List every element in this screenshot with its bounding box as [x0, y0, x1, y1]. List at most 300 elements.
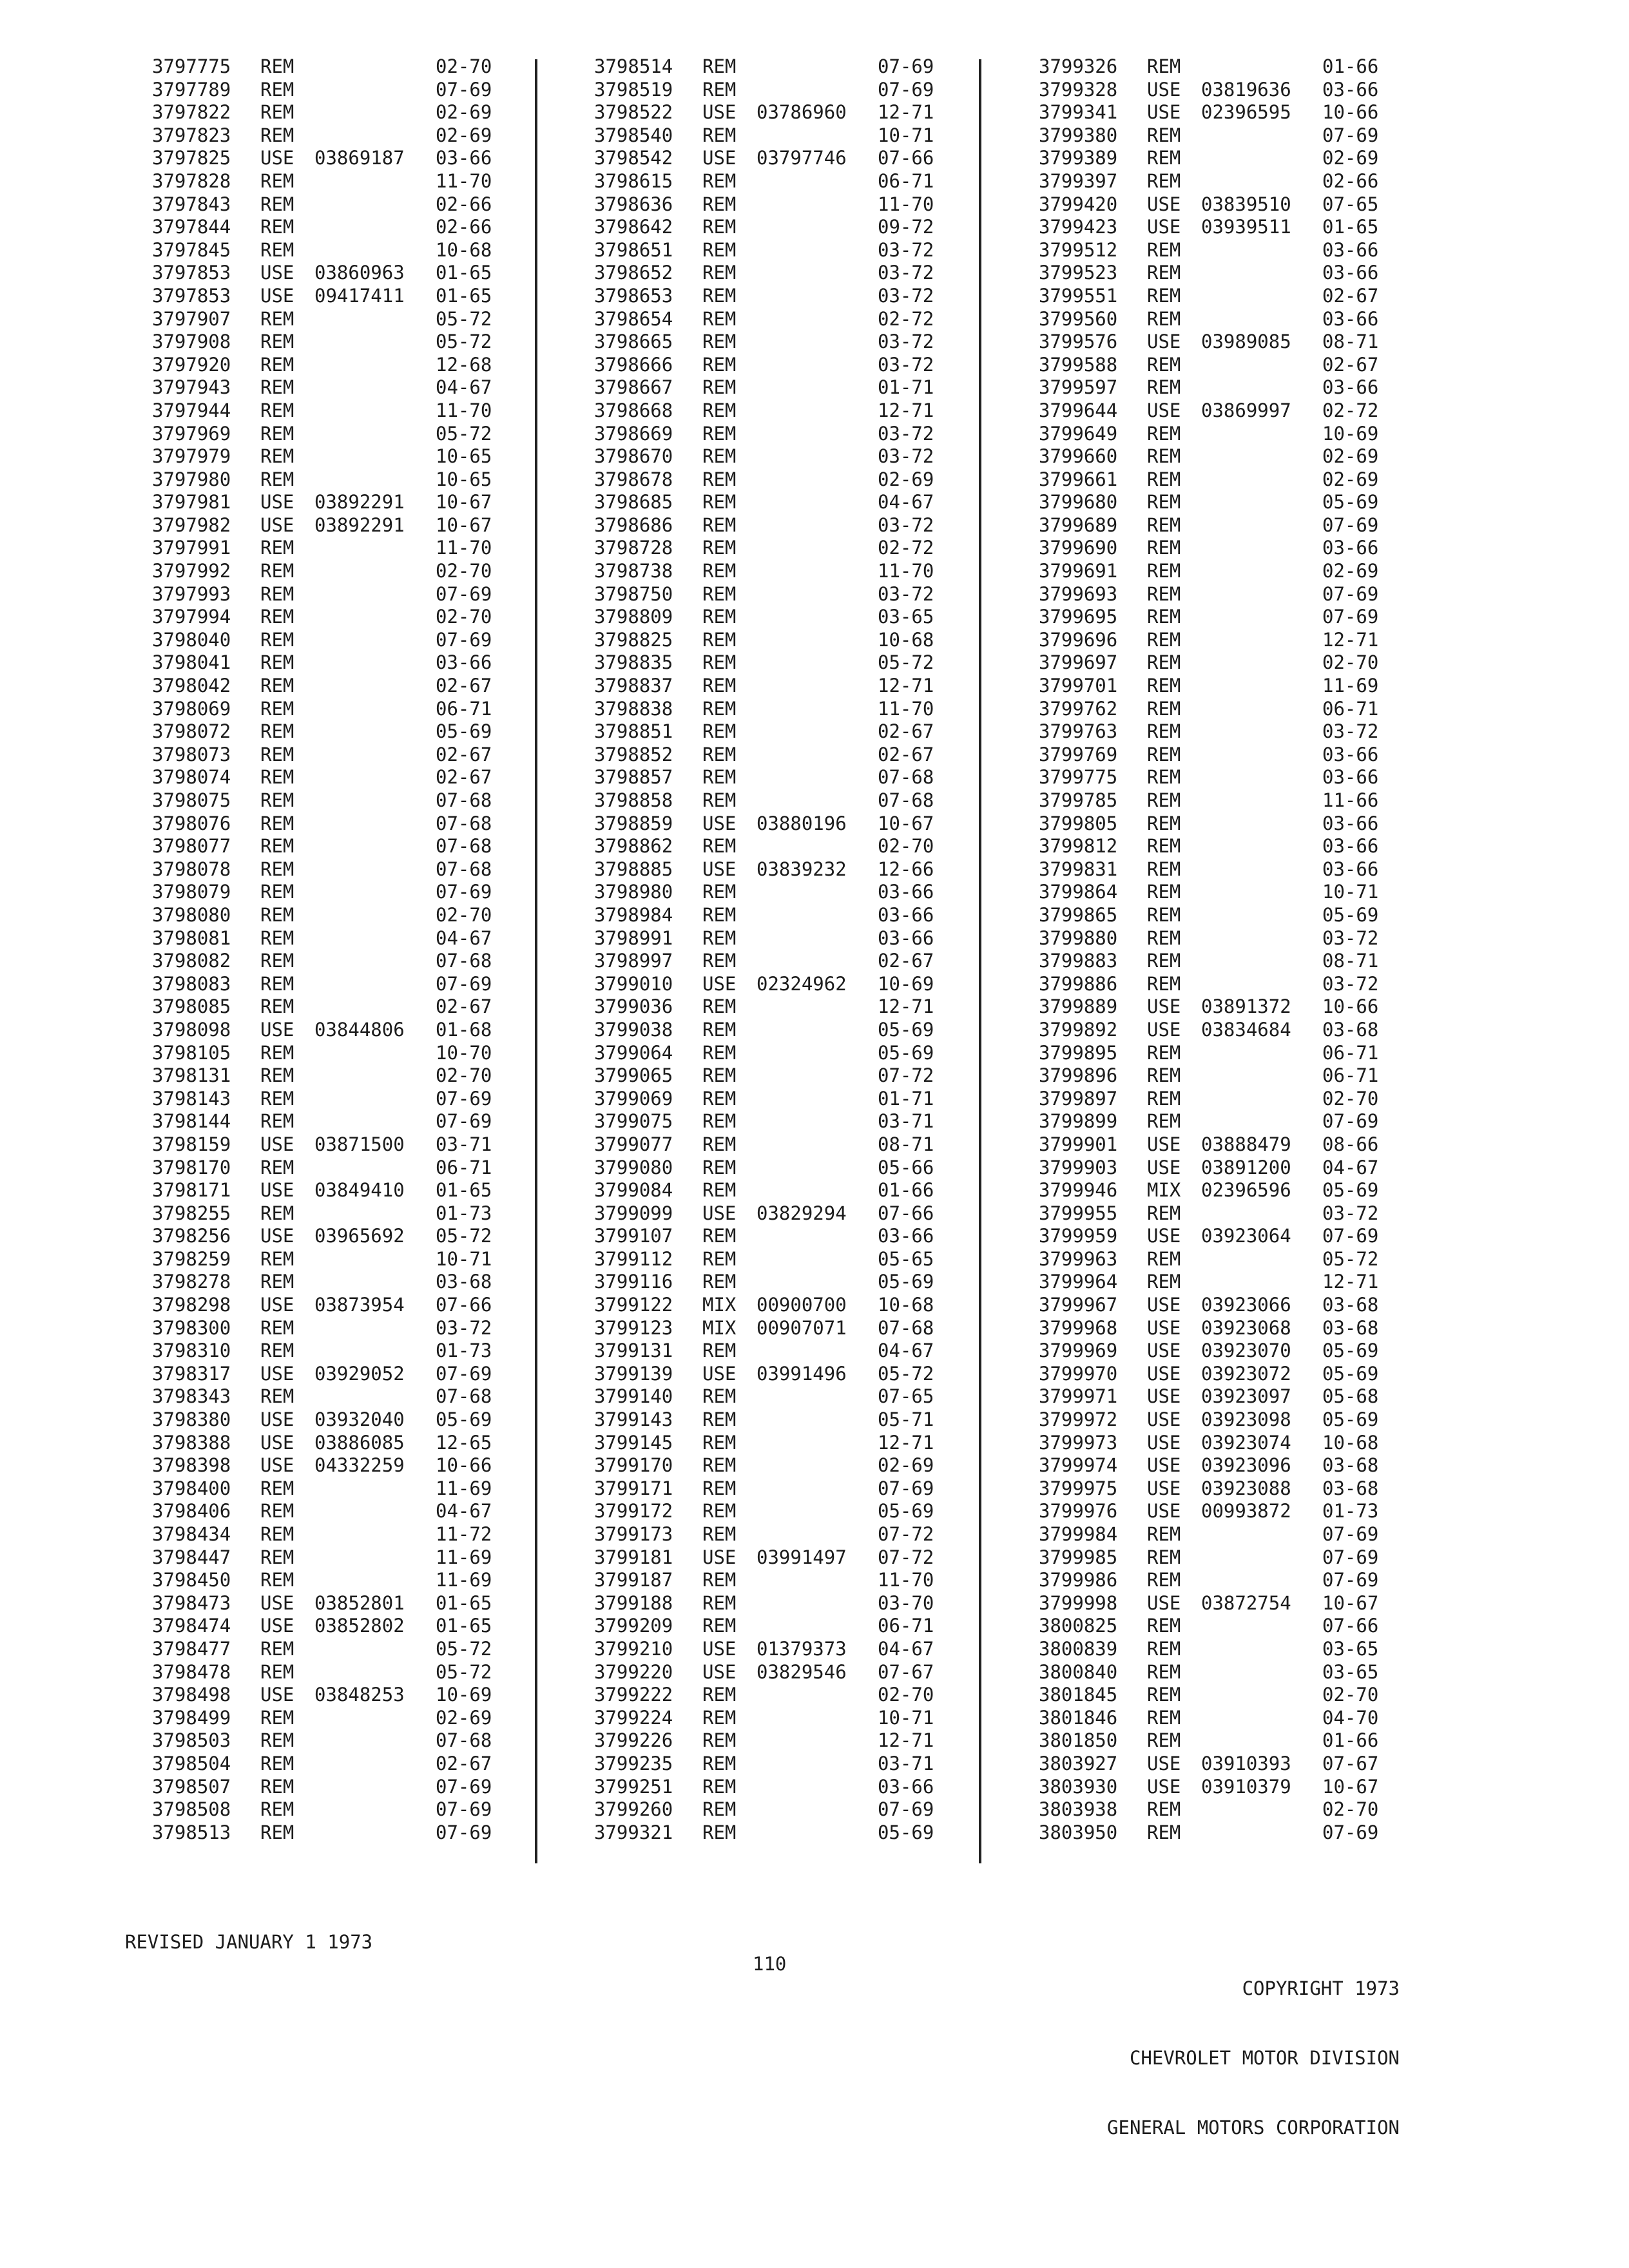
part-number: 3798652	[594, 262, 673, 284]
status-code: REM	[260, 1477, 294, 1499]
part-number: 3797994	[152, 606, 231, 628]
copyright-block	[1107, 1930, 1400, 2162]
replacement-number: 03991497	[757, 1546, 847, 1568]
part-number: 3798519	[594, 78, 673, 101]
status-code: REM	[1147, 1821, 1181, 1843]
status-code: USE	[1147, 1752, 1181, 1774]
part-number: 3799171	[594, 1477, 673, 1499]
status-code: REM	[702, 628, 737, 651]
part-number: 3797981	[152, 491, 231, 514]
status-code: REM	[1147, 582, 1181, 605]
effective-date: 02-70	[1322, 1684, 1379, 1706]
status-code: REM	[702, 1454, 737, 1477]
status-code: REM	[1147, 262, 1181, 284]
effective-date: 03-65	[1322, 1637, 1379, 1660]
part-number: 3799116	[594, 1271, 673, 1293]
effective-date: 03-72	[436, 1316, 492, 1339]
part-number: 3798143	[152, 1087, 231, 1110]
status-code: REM	[260, 331, 294, 353]
replacement-number: 03910393	[1201, 1752, 1291, 1774]
effective-date: 03-72	[878, 284, 934, 307]
status-code: REM	[260, 238, 294, 261]
effective-date: 10-67	[1322, 1591, 1379, 1614]
effective-date: 07-72	[878, 1546, 934, 1568]
status-code: REM	[702, 1500, 737, 1523]
part-number: 3799172	[594, 1500, 673, 1523]
effective-date: 05-69	[1322, 1408, 1379, 1431]
effective-date: 07-69	[436, 1775, 492, 1798]
effective-date: 05-72	[878, 1362, 934, 1385]
status-code: REM	[1147, 147, 1181, 169]
part-number: 3798686	[594, 514, 673, 536]
status-code: REM	[1147, 124, 1181, 146]
part-number: 3798514	[594, 55, 673, 77]
part-number: 3799326	[1039, 55, 1118, 77]
part-number: 3798081	[152, 927, 231, 949]
replacement-number: 03886085	[314, 1431, 405, 1454]
effective-date: 05-72	[436, 422, 492, 445]
part-number: 3798069	[152, 697, 231, 720]
effective-date: 07-72	[878, 1064, 934, 1087]
part-number: 3798310	[152, 1340, 231, 1362]
effective-date: 05-72	[878, 651, 934, 674]
part-number: 3799775	[1039, 766, 1118, 789]
status-code: REM	[702, 55, 737, 77]
part-number: 3803938	[1039, 1798, 1118, 1821]
effective-date: 12-71	[878, 1431, 934, 1454]
column-divider	[535, 59, 537, 1863]
part-number: 3799897	[1039, 1087, 1118, 1110]
part-number: 3798072	[152, 720, 231, 743]
effective-date: 10-65	[436, 468, 492, 490]
status-code: REM	[1147, 858, 1181, 880]
status-code: REM	[260, 468, 294, 490]
status-code: REM	[702, 1798, 737, 1821]
status-code: REM	[702, 881, 737, 903]
status-code: REM	[702, 950, 737, 972]
effective-date: 07-69	[1322, 1546, 1379, 1568]
part-number: 3797823	[152, 124, 231, 146]
part-number: 3798685	[594, 491, 673, 514]
status-code: REM	[260, 675, 294, 697]
effective-date: 03-68	[436, 1271, 492, 1293]
effective-date: 10-67	[1322, 1775, 1379, 1798]
effective-date: 04-67	[878, 1340, 934, 1362]
effective-date: 03-66	[436, 651, 492, 674]
part-number: 3797822	[152, 101, 231, 124]
effective-date: 02-70	[436, 903, 492, 926]
effective-date: 10-67	[436, 491, 492, 514]
effective-date: 12-71	[1322, 1271, 1379, 1293]
status-code: REM	[702, 1064, 737, 1087]
part-number: 3799222	[594, 1684, 673, 1706]
status-code: REM	[260, 1041, 294, 1064]
part-number: 3798255	[152, 1202, 231, 1224]
status-code: REM	[1147, 1684, 1181, 1706]
status-code: REM	[1147, 1110, 1181, 1133]
status-code: REM	[260, 1110, 294, 1133]
effective-date: 07-69	[1322, 1821, 1379, 1843]
status-code: REM	[260, 1546, 294, 1568]
status-code: REM	[702, 1431, 737, 1454]
status-code: REM	[702, 1523, 737, 1545]
part-number: 3799220	[594, 1660, 673, 1683]
part-number: 3798478	[152, 1660, 231, 1683]
part-number: 3799209	[594, 1615, 673, 1637]
part-number: 3799896	[1039, 1064, 1118, 1087]
replacement-number: 03932040	[314, 1408, 405, 1431]
replacement-number: 04332259	[314, 1454, 405, 1477]
status-code: REM	[702, 675, 737, 697]
effective-date: 04-67	[1322, 1156, 1379, 1178]
part-number: 3799145	[594, 1431, 673, 1454]
status-code: REM	[702, 1591, 737, 1614]
part-number: 3798665	[594, 331, 673, 353]
status-code: USE	[702, 812, 737, 834]
status-code: REM	[260, 1569, 294, 1591]
effective-date: 10-71	[436, 1247, 492, 1270]
status-code: REM	[702, 606, 737, 628]
effective-date: 07-69	[436, 972, 492, 995]
effective-date: 03-72	[1322, 972, 1379, 995]
effective-date: 06-71	[878, 169, 934, 192]
effective-date: 03-66	[1322, 307, 1379, 330]
status-code: REM	[702, 766, 737, 789]
part-number: 3798434	[152, 1523, 231, 1545]
status-code: REM	[260, 628, 294, 651]
status-code: REM	[1147, 1271, 1181, 1293]
part-number: 3798085	[152, 995, 231, 1018]
part-number: 3798669	[594, 422, 673, 445]
part-number: 3799985	[1039, 1546, 1118, 1568]
part-number: 3798159	[152, 1133, 231, 1155]
part-number: 3798300	[152, 1316, 231, 1339]
effective-date: 10-68	[878, 1294, 934, 1316]
status-code: REM	[702, 468, 737, 490]
status-code: REM	[702, 537, 737, 559]
part-number: 3797908	[152, 331, 231, 353]
status-code: USE	[1147, 331, 1181, 353]
status-code: USE	[1147, 1340, 1181, 1362]
part-number: 3799560	[1039, 307, 1118, 330]
effective-date: 01-73	[436, 1202, 492, 1224]
effective-date: 07-69	[878, 55, 934, 77]
part-number: 3798040	[152, 628, 231, 651]
replacement-number: 03852802	[314, 1615, 405, 1637]
corporation-line: GENERAL MOTORS CORPORATION	[1107, 2117, 1400, 2138]
part-number: 3799649	[1039, 422, 1118, 445]
effective-date: 01-73	[1322, 1500, 1379, 1523]
effective-date: 03-72	[1322, 927, 1379, 949]
part-number: 3797944	[152, 399, 231, 421]
part-number: 3799976	[1039, 1500, 1118, 1523]
status-code: REM	[702, 1569, 737, 1591]
status-code: REM	[260, 422, 294, 445]
part-number: 3798862	[594, 835, 673, 858]
part-number: 3799010	[594, 972, 673, 995]
part-number: 3799077	[594, 1133, 673, 1155]
effective-date: 02-67	[436, 743, 492, 765]
part-number: 3797843	[152, 193, 231, 215]
effective-date: 10-66	[1322, 101, 1379, 124]
effective-date: 07-66	[878, 147, 934, 169]
part-number: 3803930	[1039, 1775, 1118, 1798]
status-code: REM	[260, 307, 294, 330]
effective-date: 02-66	[436, 193, 492, 215]
effective-date: 05-72	[436, 1660, 492, 1683]
part-number: 3798885	[594, 858, 673, 880]
part-number: 3798477	[152, 1637, 231, 1660]
status-code: REM	[260, 1340, 294, 1362]
effective-date: 04-67	[878, 1637, 934, 1660]
effective-date: 04-67	[878, 491, 934, 514]
replacement-number: 03852801	[314, 1591, 405, 1614]
status-code: REM	[702, 1156, 737, 1178]
part-number: 3799588	[1039, 353, 1118, 376]
part-number: 3798076	[152, 812, 231, 834]
status-code: USE	[260, 1615, 294, 1637]
effective-date: 02-69	[436, 1706, 492, 1729]
part-number: 3797979	[152, 445, 231, 468]
part-number: 3797920	[152, 353, 231, 376]
effective-date: 07-68	[436, 858, 492, 880]
status-code: REM	[702, 651, 737, 674]
status-code: USE	[260, 1431, 294, 1454]
part-number: 3799865	[1039, 903, 1118, 926]
part-number: 3799680	[1039, 491, 1118, 514]
part-number: 3798666	[594, 353, 673, 376]
part-number: 3799901	[1039, 1133, 1118, 1155]
part-number: 3799397	[1039, 169, 1118, 192]
effective-date: 06-71	[1322, 1041, 1379, 1064]
replacement-number: 03872754	[1201, 1591, 1291, 1614]
effective-date: 05-69	[878, 1821, 934, 1843]
status-code: REM	[260, 927, 294, 949]
status-code: REM	[1147, 514, 1181, 536]
part-number: 3800839	[1039, 1637, 1118, 1660]
status-code: REM	[260, 560, 294, 582]
effective-date: 05-69	[1322, 1362, 1379, 1385]
part-number: 3798984	[594, 903, 673, 926]
replacement-number: 03923097	[1201, 1385, 1291, 1408]
status-code: REM	[702, 1775, 737, 1798]
part-number: 3798825	[594, 628, 673, 651]
status-code: USE	[260, 1225, 294, 1247]
effective-date: 07-69	[1322, 514, 1379, 536]
part-number: 3799899	[1039, 1110, 1118, 1133]
copyright-line: COPYRIGHT 1973	[1242, 1977, 1400, 1999]
effective-date: 11-70	[436, 399, 492, 421]
part-number: 3798859	[594, 812, 673, 834]
effective-date: 11-70	[436, 537, 492, 559]
status-code: REM	[1147, 1615, 1181, 1637]
part-number: 3798398	[152, 1454, 231, 1477]
effective-date: 03-68	[1322, 1018, 1379, 1041]
effective-date: 01-65	[436, 1615, 492, 1637]
status-code: REM	[702, 124, 737, 146]
status-code: REM	[702, 1706, 737, 1729]
part-number: 3799065	[594, 1064, 673, 1087]
part-number: 3798074	[152, 766, 231, 789]
effective-date: 12-71	[878, 995, 934, 1018]
part-number: 3798513	[152, 1821, 231, 1843]
effective-date: 11-70	[878, 193, 934, 215]
replacement-number: 02324962	[757, 972, 847, 995]
status-code: USE	[1147, 1454, 1181, 1477]
part-number: 3799969	[1039, 1340, 1118, 1362]
part-number: 3798144	[152, 1110, 231, 1133]
status-code: REM	[260, 55, 294, 77]
part-number: 3799123	[594, 1316, 673, 1339]
status-code: REM	[1147, 1247, 1181, 1270]
status-code: REM	[260, 1064, 294, 1087]
effective-date: 03-66	[1322, 78, 1379, 101]
part-number: 3799903	[1039, 1156, 1118, 1178]
part-number: 3799963	[1039, 1247, 1118, 1270]
part-number: 3798278	[152, 1271, 231, 1293]
part-number: 3798400	[152, 1477, 231, 1499]
effective-date: 05-69	[878, 1018, 934, 1041]
replacement-number: 00993872	[1201, 1500, 1291, 1523]
status-code: REM	[260, 582, 294, 605]
part-number: 3798073	[152, 743, 231, 765]
part-number: 3798406	[152, 1500, 231, 1523]
replacement-number: 03923074	[1201, 1431, 1291, 1454]
status-code: USE	[260, 1133, 294, 1155]
effective-date: 06-71	[436, 697, 492, 720]
status-code: USE	[1147, 1156, 1181, 1178]
effective-date: 10-66	[436, 1454, 492, 1477]
status-code: REM	[702, 193, 737, 215]
part-number: 3799693	[1039, 582, 1118, 605]
effective-date: 03-66	[878, 1775, 934, 1798]
part-number: 3799971	[1039, 1385, 1118, 1408]
replacement-number: 00900700	[757, 1294, 847, 1316]
status-code: USE	[702, 1637, 737, 1660]
effective-date: 03-68	[1322, 1454, 1379, 1477]
status-code: REM	[1147, 1706, 1181, 1729]
part-number: 3799998	[1039, 1591, 1118, 1614]
part-number: 3798473	[152, 1591, 231, 1614]
effective-date: 03-72	[878, 331, 934, 353]
effective-date: 07-67	[1322, 1752, 1379, 1774]
effective-date: 12-66	[878, 858, 934, 880]
part-number: 3799122	[594, 1294, 673, 1316]
status-code: REM	[1147, 675, 1181, 697]
part-number: 3799691	[1039, 560, 1118, 582]
status-code: REM	[1147, 766, 1181, 789]
part-number: 3799959	[1039, 1225, 1118, 1247]
effective-date: 02-70	[878, 835, 934, 858]
replacement-number: 03839232	[757, 858, 847, 880]
effective-date: 03-66	[878, 927, 934, 949]
effective-date: 10-65	[436, 445, 492, 468]
status-code: REM	[702, 1477, 737, 1499]
status-code: REM	[702, 1340, 737, 1362]
part-number: 3800840	[1039, 1660, 1118, 1683]
status-code: USE	[1147, 1500, 1181, 1523]
part-number: 3798504	[152, 1752, 231, 1774]
status-code: REM	[702, 422, 737, 445]
part-number: 3797943	[152, 376, 231, 399]
status-code: REM	[1147, 560, 1181, 582]
replacement-number: 03923072	[1201, 1362, 1291, 1385]
part-number: 3797789	[152, 78, 231, 101]
effective-date: 02-69	[1322, 445, 1379, 468]
part-number: 3798997	[594, 950, 673, 972]
status-code: REM	[1147, 1729, 1181, 1752]
part-number: 3799328	[1039, 78, 1118, 101]
status-code: REM	[1147, 720, 1181, 743]
effective-date: 01-65	[436, 262, 492, 284]
effective-date: 07-69	[1322, 582, 1379, 605]
status-code: REM	[1147, 1041, 1181, 1064]
replacement-number: 03844806	[314, 1018, 405, 1041]
part-number: 3799968	[1039, 1316, 1118, 1339]
part-number: 3799075	[594, 1110, 673, 1133]
status-code: REM	[260, 995, 294, 1018]
effective-date: 03-72	[878, 445, 934, 468]
part-number: 3801850	[1039, 1729, 1118, 1752]
replacement-number: 03871500	[314, 1133, 405, 1155]
effective-date: 05-69	[878, 1041, 934, 1064]
replacement-number: 03939511	[1201, 216, 1291, 238]
status-code: USE	[260, 1362, 294, 1385]
status-code: REM	[702, 1225, 737, 1247]
effective-date: 07-68	[436, 1729, 492, 1752]
status-code: REM	[260, 766, 294, 789]
part-number: 3799112	[594, 1247, 673, 1270]
effective-date: 09-72	[878, 216, 934, 238]
status-code: USE	[260, 1684, 294, 1706]
replacement-number: 03929052	[314, 1362, 405, 1385]
status-code: USE	[702, 858, 737, 880]
status-code: REM	[1147, 743, 1181, 765]
part-number: 3798474	[152, 1615, 231, 1637]
part-number: 3798317	[152, 1362, 231, 1385]
status-code: REM	[260, 881, 294, 903]
effective-date: 11-69	[436, 1477, 492, 1499]
part-number: 3799701	[1039, 675, 1118, 697]
status-code: REM	[1147, 491, 1181, 514]
status-code: REM	[1147, 903, 1181, 926]
effective-date: 02-69	[878, 1454, 934, 1477]
effective-date: 03-66	[1322, 537, 1379, 559]
status-code: REM	[1147, 445, 1181, 468]
effective-date: 07-65	[1322, 193, 1379, 215]
status-code: REM	[702, 1018, 737, 1041]
part-number: 3798041	[152, 651, 231, 674]
status-code: REM	[702, 1087, 737, 1110]
effective-date: 01-65	[1322, 216, 1379, 238]
status-code: REM	[1147, 628, 1181, 651]
status-code: USE	[1147, 1408, 1181, 1431]
status-code: REM	[1147, 1202, 1181, 1224]
effective-date: 02-67	[436, 1752, 492, 1774]
part-number: 3799812	[1039, 835, 1118, 858]
part-number: 3797828	[152, 169, 231, 192]
status-code: REM	[1147, 1637, 1181, 1660]
replacement-number: 03834684	[1201, 1018, 1291, 1041]
effective-date: 11-72	[436, 1523, 492, 1545]
status-code: USE	[702, 101, 737, 124]
effective-date: 05-69	[878, 1271, 934, 1293]
status-code: REM	[1147, 307, 1181, 330]
status-code: REM	[702, 789, 737, 811]
part-number: 3799139	[594, 1362, 673, 1385]
replacement-number: 03923096	[1201, 1454, 1291, 1477]
part-number: 3799099	[594, 1202, 673, 1224]
